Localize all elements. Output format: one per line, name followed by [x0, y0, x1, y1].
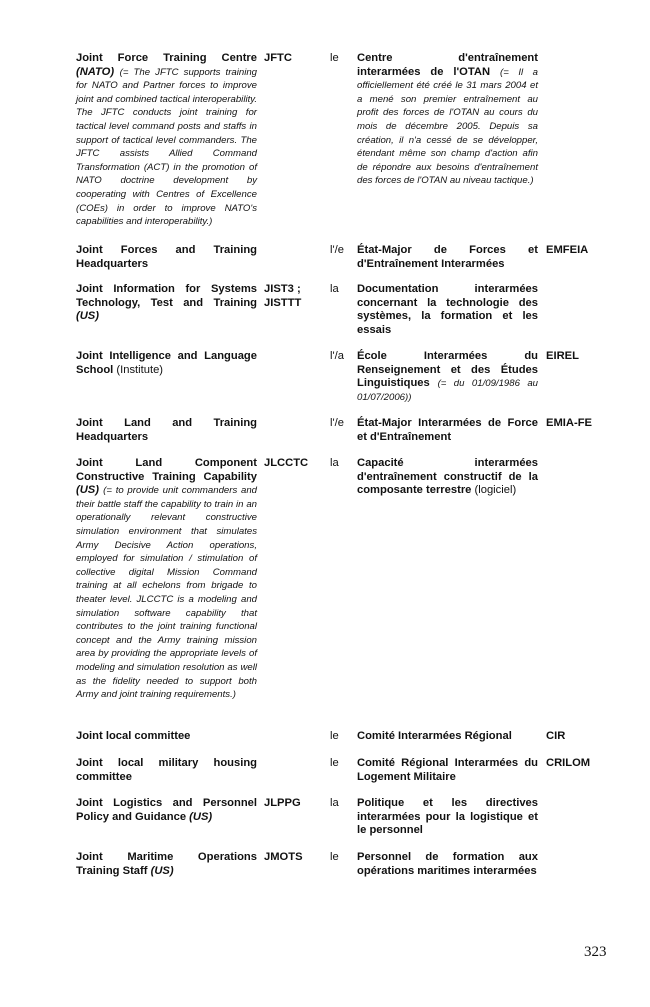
english-term-cell — [76, 730, 257, 744]
glossary-entry — [76, 757, 616, 797]
french-abbreviation: CRILOM — [546, 757, 591, 769]
french-term-cell — [357, 797, 538, 838]
glossary-entry — [76, 730, 616, 757]
french-term-cell — [357, 417, 538, 444]
abbreviation: JLPPG — [264, 797, 301, 809]
french-term-cell — [357, 757, 538, 784]
glossary-entry — [76, 244, 616, 283]
english-qualifier: (US) — [189, 810, 213, 823]
glossary-entry — [76, 283, 616, 350]
english-term: Joint Forces and Training Headquarters — [76, 244, 257, 270]
english-note: (= to provide unit commanders and their battle staff the capability to train in an operationally relevant constructive simulation environment that simulates Army Decisive Action operations, employed for simulation / stimulation of collective digital Mission Command training at all echelons from brigade to theater level. JLCCTC is a modeling and simulation software capability that contributes to the joint training functional concept and the Army training mission area by providing the appropriate levels of modeling and simulation resolution as well as the fidelity needed to support both Army and joint training requirements.) — [76, 485, 257, 701]
english-term-cell — [76, 244, 257, 271]
english-qualifier: (US) — [76, 484, 99, 497]
english-term-cell — [76, 350, 257, 377]
article: le — [330, 52, 339, 64]
english-term-cell — [76, 417, 257, 444]
article: la — [330, 283, 339, 295]
english-term-cell — [76, 757, 257, 784]
french-term-cell — [357, 244, 538, 271]
english-term: Joint Land Component Constructive Training Capability — [76, 457, 257, 483]
article: l'/e — [330, 417, 344, 429]
article: l'/e — [330, 244, 344, 256]
french-term-cell — [357, 350, 538, 404]
french-term-cell — [357, 851, 538, 878]
french-term: État-Major de Forces et d'Entraînement Interarmées — [357, 244, 538, 270]
french-term-cell — [357, 730, 538, 744]
english-qualifier: (US) — [76, 310, 99, 323]
english-term: Joint Logistics and Personnel Policy and Guidance — [76, 797, 257, 823]
french-note: (= du 01/09/1986 au 01/07/2006)) — [357, 378, 539, 403]
english-term: Joint local committee — [76, 730, 191, 742]
abbreviation: JIST3 ; JISTTT — [264, 283, 302, 309]
glossary-entry — [76, 350, 616, 417]
french-term: Personnel de formation aux opérations maritimes interarmées — [357, 851, 538, 877]
article: le — [330, 757, 339, 769]
french-term: Centre d'entraînement interarmées de l'OTAN — [357, 52, 538, 78]
french-term: Documentation interarmées concernant la technologie des systèmes, la formation et les essais — [357, 283, 538, 336]
abbreviation: JFTC — [264, 52, 292, 64]
english-qualifier: (US) — [150, 864, 174, 877]
french-term: Capacité interarmées d'entraînement constructif de la composante terrestre — [357, 457, 538, 497]
english-term: Joint Maritime Operations Training Staff — [76, 851, 257, 877]
glossary-entry — [76, 851, 616, 901]
english-term-cell — [76, 52, 257, 229]
french-term-cell — [357, 283, 538, 337]
french-term: Comité Interarmées Régional — [357, 730, 512, 742]
english-term: Joint Land and Training Headquarters — [76, 417, 257, 443]
english-qualifier: (NATO) — [76, 65, 115, 78]
glossary-entry — [76, 797, 616, 851]
english-plain-note: (Institute) — [116, 363, 164, 376]
french-abbreviation: EMFEIA — [546, 244, 589, 256]
english-term: Joint Intelligence and Language School — [76, 350, 257, 376]
article: le — [330, 730, 339, 742]
english-term-cell — [76, 797, 257, 824]
french-term: État-Major Interarmées de Force et d'Entraînement — [357, 417, 538, 443]
french-term: Politique et les directives interarmées pour la logistique et le personnel — [357, 797, 538, 837]
glossary-entries — [76, 52, 616, 901]
glossary-entry — [76, 417, 616, 457]
article: la — [330, 457, 339, 469]
french-plain-note: (logiciel) — [474, 484, 517, 497]
english-term-cell — [76, 851, 257, 878]
french-term: Comité Régional Interarmées du Logement Militaire — [357, 757, 538, 783]
english-term: Joint Force Training Centre — [76, 52, 257, 64]
abbreviation: JMOTS — [264, 851, 303, 863]
page-number: 323 — [584, 944, 607, 960]
english-term: Joint Information for Systems Technology, Test and Training — [76, 283, 257, 309]
french-abbreviation: EMIA-FE — [546, 417, 592, 429]
french-note: (= Il a officiellement été créé le 31 mars 2004 et a mené son premier entraînement au profit des forces de l'OTAN au cours du mois de décembre 2005. Depuis sa création, il n'a cessé de se développer, étendant même son champ d'action afin de répondre aux besoins d'entraînement des forces de l'OTAN au niveau tactique.) — [357, 66, 539, 187]
french-abbreviation: CIR — [546, 730, 566, 742]
english-note: (= The JFTC supports training for NATO and Partner forces to improve joint and combined tactical interoperability. The JFTC conducts joint training for tactical level command posts and staffs in support of tactical level commanders. The JFTC assists Allied Command Transformation (ACT) in the promotion of NATO doctrine development by cooperating with Centres of Excellence (COEs) in order to improve NATO's capabilities and interoperability.) — [76, 66, 258, 228]
article: la — [330, 797, 339, 809]
english-term-cell — [76, 283, 257, 324]
english-term: Joint local military housing committee — [76, 757, 257, 783]
english-term-cell — [76, 457, 257, 702]
glossary-entry — [76, 52, 616, 244]
french-term-cell — [357, 52, 538, 188]
french-term: École Interarmées du Renseignement et des Études Linguistiques — [357, 350, 538, 390]
glossary-entry — [76, 457, 616, 730]
french-abbreviation: EIREL — [546, 350, 579, 362]
french-term-cell — [357, 457, 538, 498]
abbreviation: JLCCTC — [264, 457, 309, 469]
article: le — [330, 851, 339, 863]
article: l'/a — [330, 350, 344, 362]
